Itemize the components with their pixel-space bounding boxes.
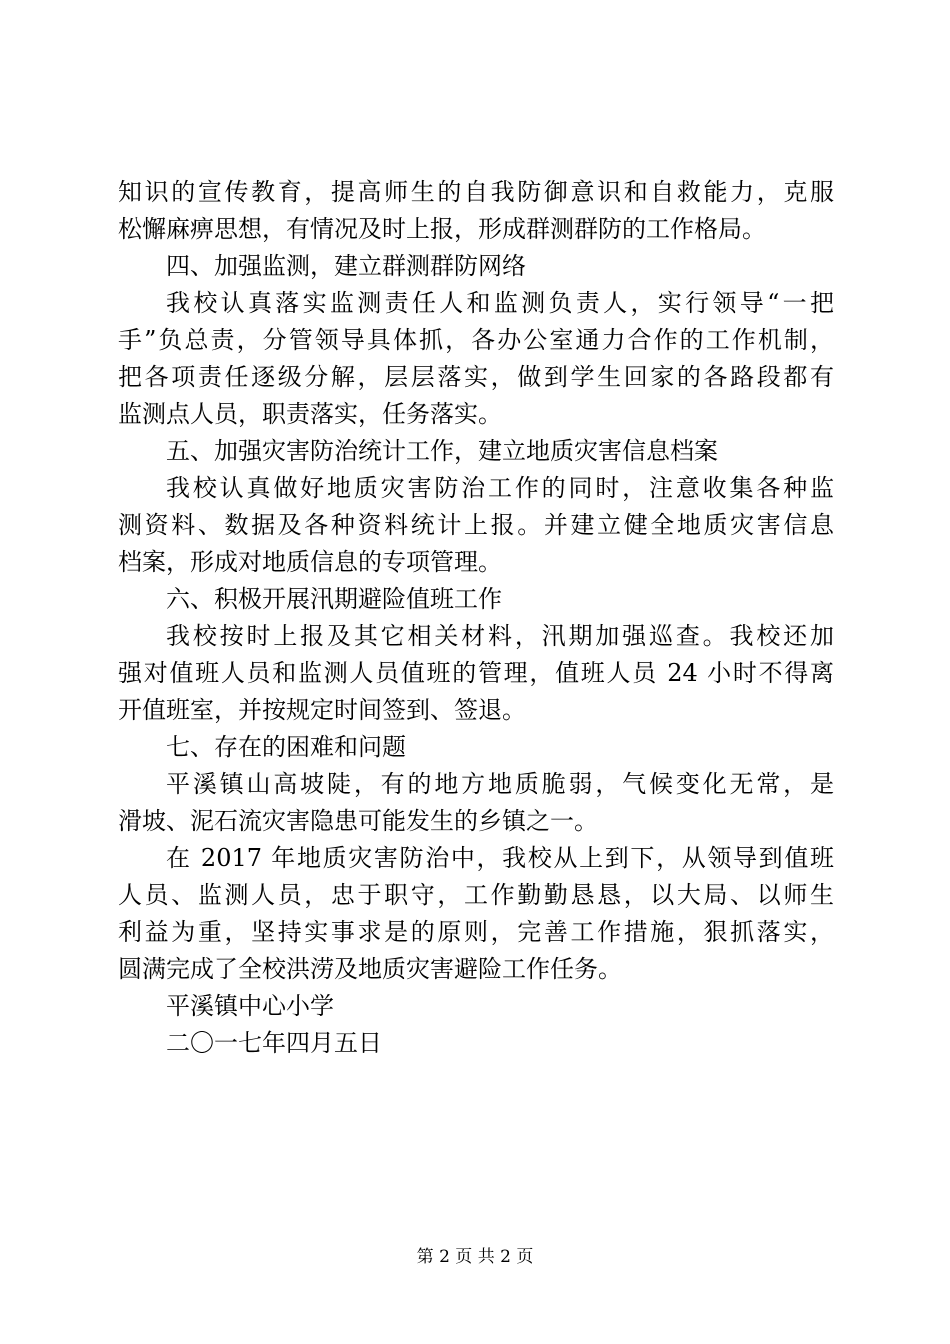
paragraph-line: 滑坡、泥石流灾害隐患可能发生的乡镇之一。 bbox=[118, 807, 598, 835]
paragraph-line: 手”负总责，分管领导具体抓，各办公室通力合作的工作机制， bbox=[118, 326, 834, 354]
paragraph-line: 我校认真做好地质灾害防治工作的同时，注意收集各种监 bbox=[166, 474, 834, 502]
paragraph-line: 在 2017 年地质灾害防治中，我校从上到下，从领导到值班 bbox=[166, 844, 834, 872]
paragraph-line: 七、存在的困难和问题 bbox=[166, 733, 406, 761]
paragraph-line: 平溪镇中心小学 bbox=[166, 992, 334, 1020]
paragraph-line: 把各项责任逐级分解，层层落实，做到学生回家的各路段都有 bbox=[118, 363, 834, 391]
paragraph-line: 四、加强监测，建立群测群防网络 bbox=[166, 252, 526, 280]
paragraph-line: 开值班室，并按规定时间签到、签退。 bbox=[118, 696, 526, 724]
paragraph-line: 档案，形成对地质信息的专项管理。 bbox=[118, 548, 502, 576]
paragraph-line: 知识的宣传教育，提高师生的自我防御意识和自救能力，克服 bbox=[118, 178, 834, 206]
paragraph-line: 监测点人员，职责落实，任务落实。 bbox=[118, 400, 502, 428]
page-footer: 第 2 页 共 2 页 bbox=[416, 1247, 534, 1267]
paragraph-line: 我校按时上报及其它相关材料，汛期加强巡查。我校还加 bbox=[166, 622, 834, 650]
paragraph-line: 我校认真落实监测责任人和监测负责人，实行领导“一把 bbox=[166, 289, 834, 317]
paragraph-line: 六、积极开展汛期避险值班工作 bbox=[166, 585, 502, 613]
paragraph-line: 圆满完成了全校洪涝及地质灾害避险工作任务。 bbox=[118, 955, 622, 983]
document-body bbox=[118, 174, 834, 1062]
paragraph-line: 松懈麻痹思想，有情况及时上报，形成群测群防的工作格局。 bbox=[118, 215, 766, 243]
paragraph-line: 利益为重，坚持实事求是的原则，完善工作措施，狠抓落实， bbox=[118, 918, 834, 946]
paragraph-line: 二〇一七年四月五日 bbox=[166, 1029, 382, 1057]
paragraph-line: 平溪镇山高坡陡，有的地方地质脆弱，气候变化无常，是 bbox=[166, 770, 834, 798]
paragraph-line: 五、加强灾害防治统计工作，建立地质灾害信息档案 bbox=[166, 437, 718, 465]
paragraph-line: 测资料、数据及各种资料统计上报。并建立健全地质灾害信息 bbox=[118, 511, 834, 539]
paragraph-line: 人员、监测人员，忠于职守，工作勤勤恳恳，以大局、以师生 bbox=[118, 881, 834, 909]
paragraph-line: 强对值班人员和监测人员值班的管理，值班人员 24 小时不得离 bbox=[118, 659, 834, 687]
